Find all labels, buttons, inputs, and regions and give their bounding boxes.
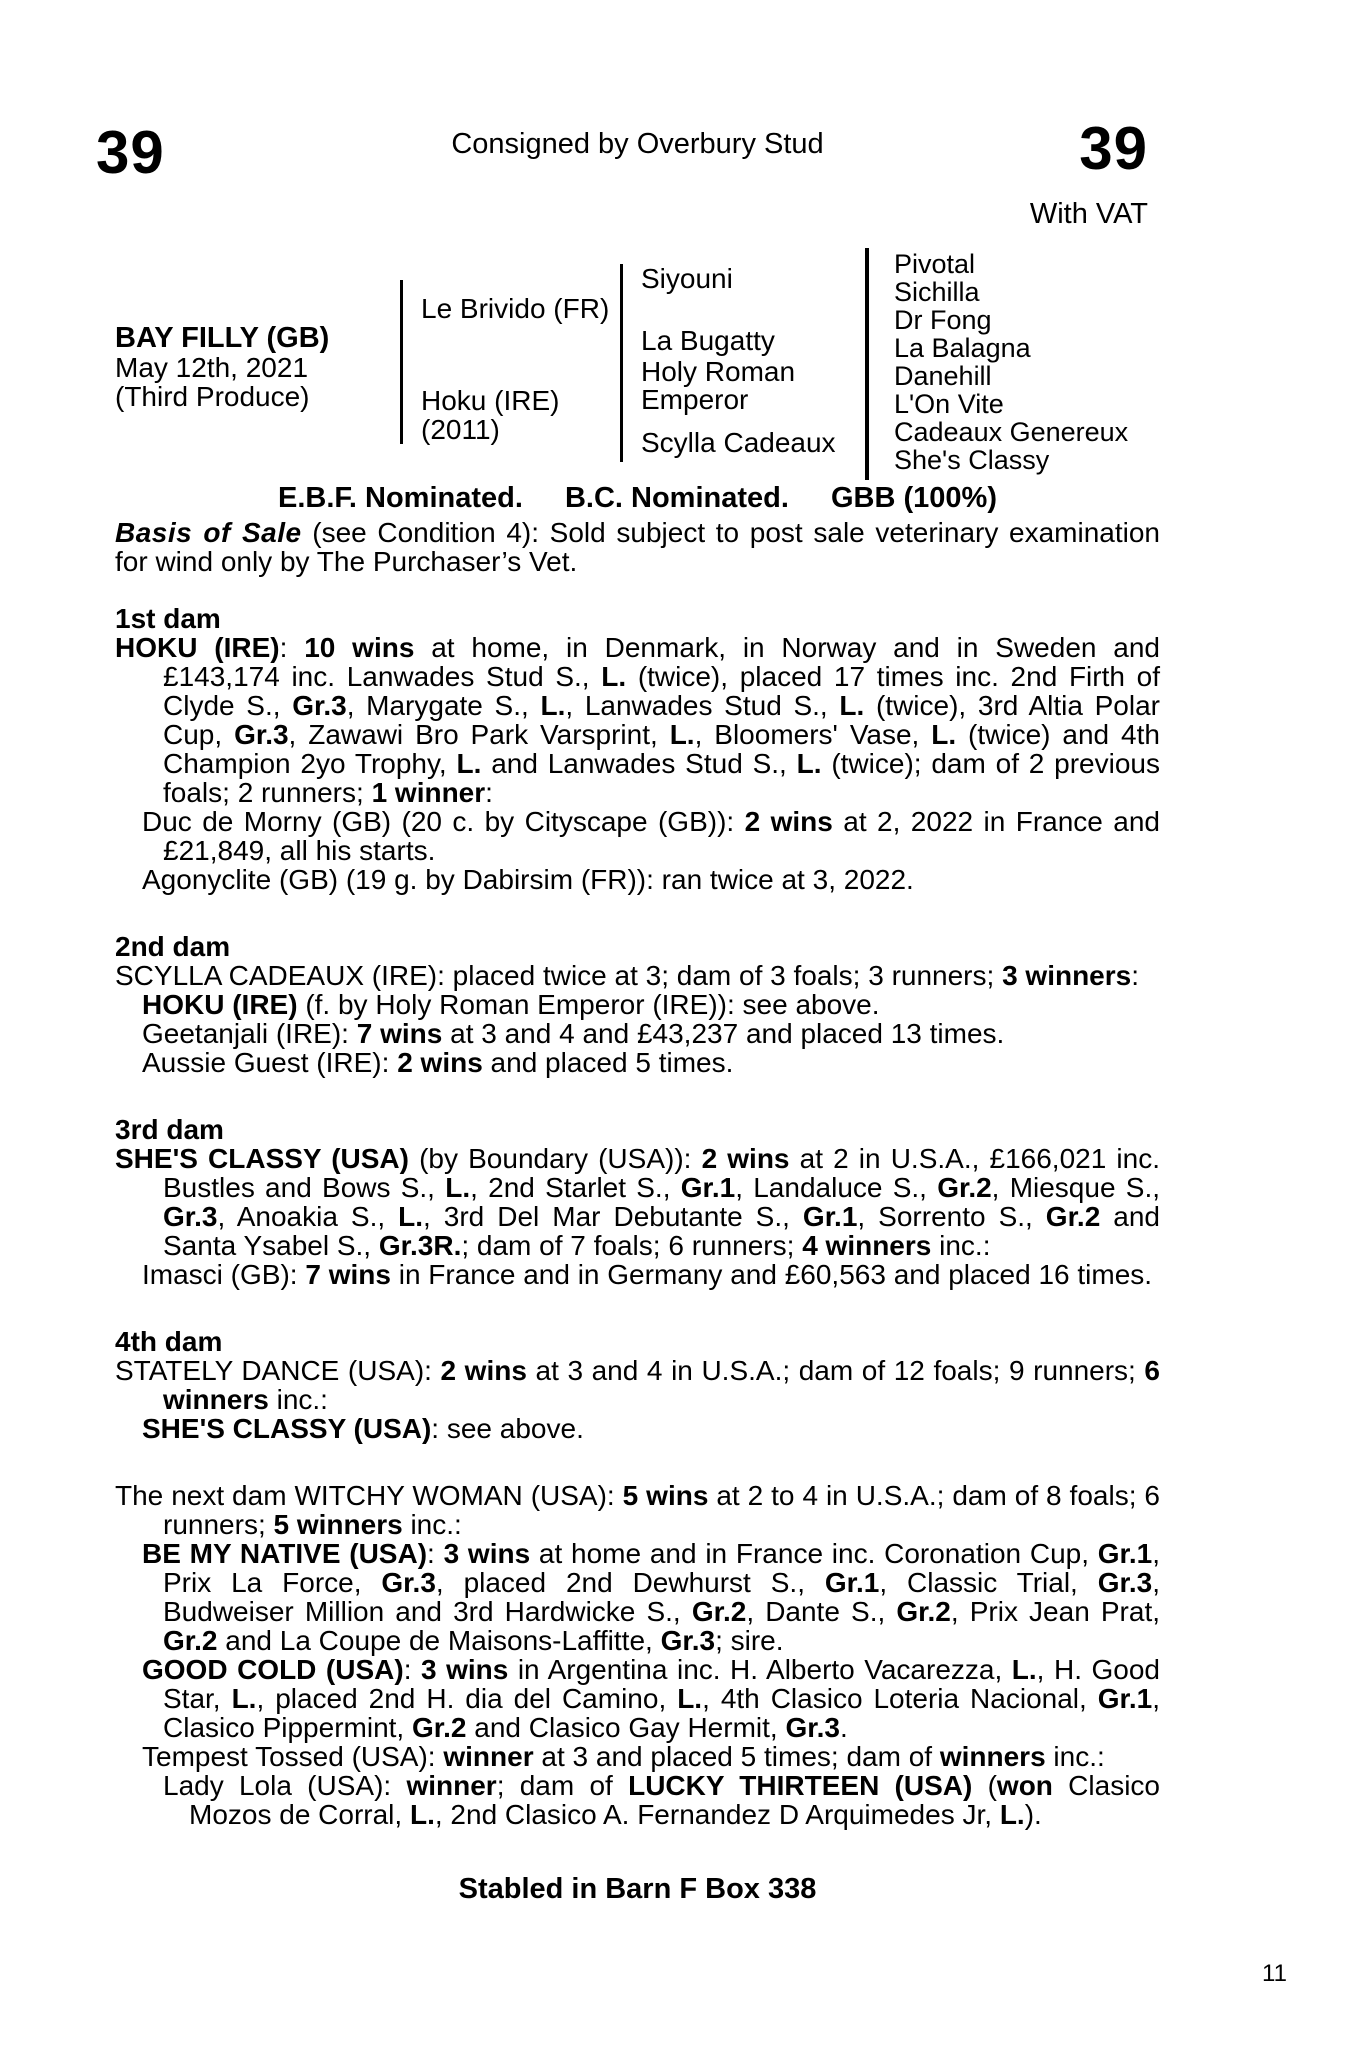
dam-name: Hoku (IRE)	[421, 385, 560, 416]
pedigree-paragraph: GOOD COLD (USA): 3 wins in Argentina inc. H. Alberto Vacarezza, L., H. Good Star, L., placed 2nd H. dia del Camino, L., 4th Clasico Loteria Nacional, Gr.1, Clasico Pippermint, Gr.2 and Clasico Gay Hermit, Gr.3.	[142, 1654, 1161, 1743]
dam-heading: 3rd dam	[115, 1114, 224, 1145]
bc-nomination: B.C. Nominated.	[564, 482, 789, 514]
great-grandparent: Dr Fong	[894, 305, 992, 335]
pedigree-paragraph: HOKU (IRE): 10 wins at home, in Denmark, in Norway and in Sweden and £143,174 inc. Lanwades Stud S., L. (twice), placed 17 times inc. 2nd Firth of Clyde S., Gr.3, Marygate S., L., Lanwades Stud S., L. (twice), 3rd Altia Polar Cup, Gr.3, Zawawi Bro Park Varsprint, L., Bloomers' Vase, L. (twice) and 4th Champion 2yo Trophy, L. and Lanwades Stud S., L. (twice); dam of 2 previous foals; 2 runners; 1 winner:	[115, 632, 1161, 808]
pedigree-divider-1	[400, 280, 403, 444]
dam-heading: 2nd dam	[115, 931, 231, 962]
gbb-nomination: GBB (100%)	[831, 482, 997, 514]
dam-heading: 1st dam	[115, 603, 221, 634]
pedigree-paragraph: Tempest Tossed (USA): winner at 3 and placed 5 times; dam of winners inc.:	[142, 1741, 1105, 1772]
grandsire-of-dam: Holy Roman Emperor	[641, 356, 796, 415]
dam-block	[421, 386, 559, 444]
pedigree-paragraph: STATELY DANCE (USA): 2 wins at 3 and 4 in U.S.A.; dam of 12 foals; 9 runners; 6 winners inc.:	[115, 1355, 1160, 1415]
great-grandparents-column	[894, 250, 1128, 474]
great-grandparent: La Balagna	[894, 333, 1031, 363]
granddam-of-dam: Scylla Cadeaux	[641, 427, 836, 458]
dam-sections	[115, 604, 1160, 1829]
lot-number-right: 39	[1079, 115, 1148, 182]
dam-section	[115, 932, 1160, 1077]
horse-name: BAY FILLY (GB)	[115, 322, 330, 354]
pedigree-paragraph: SCYLLA CADEAUX (IRE): placed twice at 3; dam of 3 foals; 3 runners; 3 winners:	[115, 960, 1140, 991]
consignor-line: Consigned by Overbury Stud	[451, 128, 824, 160]
foaling-date: May 12th, 2021	[115, 352, 309, 383]
pedigree-paragraph: HOKU (IRE) (f. by Holy Roman Emperor (IRE)): see above.	[142, 989, 880, 1020]
dam-section	[115, 1481, 1160, 1829]
ebf-nomination: E.B.F. Nominated.	[277, 482, 523, 514]
pedigree-paragraph: Lady Lola (USA): winner; dam of LUCKY THIRTEEN (USA) (won Clasico Mozos de Corral, L., 2nd Clasico A. Fernandez D Arquimedes Jr, L.).	[163, 1770, 1160, 1830]
pedigree-paragraph: SHE'S CLASSY (USA): see above.	[142, 1413, 584, 1444]
pedigree-paragraph: Duc de Morny (GB) (20 c. by Cityscape (GB)): 2 wins at 2, 2022 in France and £21,849, all his starts.	[142, 806, 1160, 866]
pedigree-table	[115, 248, 1160, 484]
nominations-line	[115, 484, 1160, 513]
pedigree-paragraph: Geetanjali (IRE): 7 wins at 3 and 4 and £43,237 and placed 13 times.	[142, 1018, 1005, 1049]
vat-note: With VAT	[1029, 198, 1148, 230]
pedigree-paragraph: The next dam WITCHY WOMAN (USA): 5 wins at 2 to 4 in U.S.A.; dam of 8 foals; 6 runners; 5 winners inc.:	[115, 1480, 1160, 1540]
page-number: 11	[1262, 1960, 1287, 1987]
dam-section	[115, 604, 1160, 894]
great-grandparent: She's Classy	[894, 445, 1050, 475]
great-grandparent: Sichilla	[894, 277, 980, 307]
pedigree-paragraph: SHE'S CLASSY (USA) (by Boundary (USA)): 2 wins at 2 in U.S.A., £166,021 inc. Bustles and Bows S., L., 2nd Starlet S., Gr.1, Landaluce S., Gr.2, Miesque S., Gr.3, Anoakia S., L., 3rd Del Mar Debutante S., Gr.1, Sorrento S., Gr.2 and Santa Ysabel S., Gr.3R.; dam of 7 foals; 6 runners; 4 winners inc.:	[115, 1143, 1161, 1261]
pedigree-paragraph: Imasci (GB): 7 wins in France and in Germany and £60,563 and placed 16 times.	[142, 1259, 1153, 1290]
catalog-body	[115, 484, 1160, 1904]
basis-of-sale-paragraph: Basis of Sale (see Condition 4): Sold subject to post sale veterinary examination for wind only by The Purchaser’s Vet.	[115, 517, 1160, 577]
lot-number-left: 39	[96, 119, 165, 186]
sire-name: Le Brivido (FR)	[421, 293, 610, 324]
great-grandparent: Pivotal	[894, 249, 976, 279]
grandsire-of-sire: Siyouni	[641, 263, 733, 294]
pedigree-divider-2	[620, 264, 623, 462]
great-grandparent: L'On Vite	[894, 389, 1004, 419]
pedigree-paragraph: BE MY NATIVE (USA): 3 wins at home and in France inc. Coronation Cup, Gr.1, Prix La Force, Gr.3, placed 2nd Dewhurst S., Gr.1, Classic Trial, Gr.3, Budweiser Million and 3rd Hardwicke S., Gr.2, Dante S., Gr.2, Prix Jean Prat, Gr.2 and La Coupe de Maisons-Laffitte, Gr.3; sire.	[142, 1538, 1161, 1656]
great-grandparent: Cadeaux Genereux	[894, 417, 1129, 447]
pedigree-divider-3	[865, 248, 869, 480]
granddam-of-sire: La Bugatty	[641, 325, 775, 356]
stabling-line: Stabled in Barn F Box 338	[458, 1873, 817, 1905]
great-grandparent: Danehill	[894, 361, 992, 391]
product-block	[115, 324, 395, 411]
dam-section	[115, 1327, 1160, 1443]
produce-note: (Third Produce)	[115, 381, 310, 412]
pedigree-paragraph: Agonyclite (GB) (19 g. by Dabirsim (FR)): ran twice at 3, 2022.	[142, 864, 914, 895]
dam-section	[115, 1115, 1160, 1289]
dam-heading: 4th dam	[115, 1326, 223, 1357]
dam-year: (2011)	[421, 414, 500, 445]
pedigree-paragraph: Aussie Guest (IRE): 2 wins and placed 5 times.	[142, 1047, 734, 1078]
